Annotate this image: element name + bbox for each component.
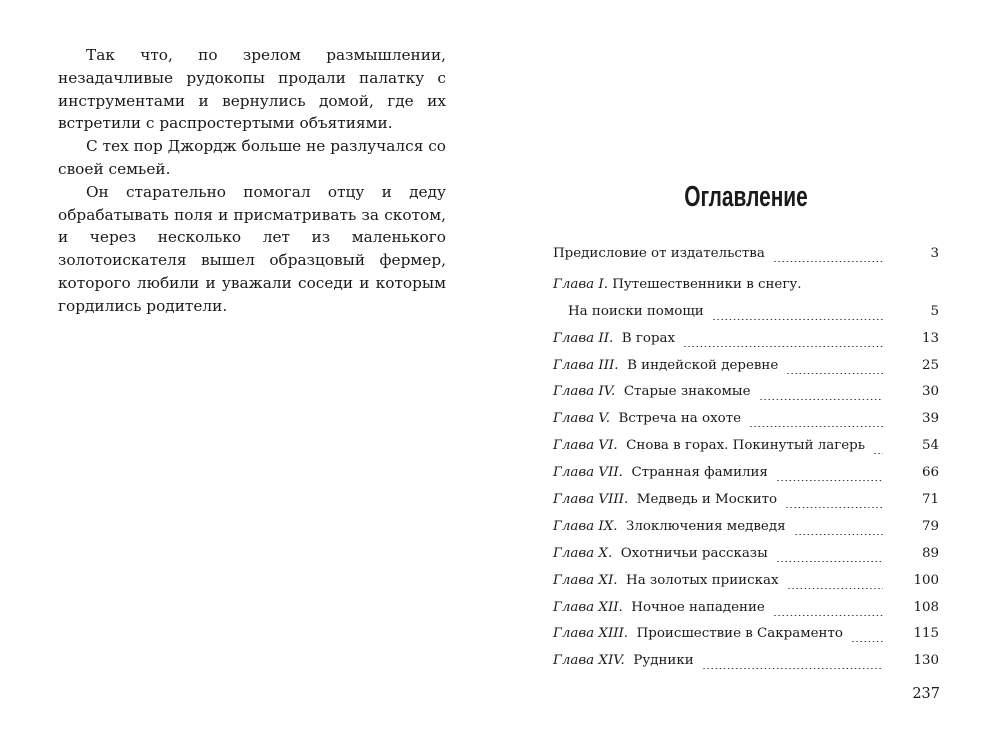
toc-entry-page: 39 [921, 411, 939, 427]
chapter-label: Глава I. [553, 276, 608, 292]
chapter-label: Глава V. [553, 411, 610, 427]
chapter-title: В горах [621, 330, 676, 346]
chapter-title: На золотых приисках [626, 572, 779, 588]
chapter-title: Старые знакомые [623, 384, 751, 400]
toc-entry-chapter [553, 509, 939, 536]
toc-entry-title [553, 357, 778, 375]
leader-dots [759, 390, 883, 400]
chapter-label: Глава IV. [553, 384, 616, 400]
leader-dots [787, 579, 884, 589]
leader-dots [785, 498, 883, 508]
chapter-title: В индейской деревне [627, 357, 779, 373]
toc-entry-preface [553, 236, 939, 263]
chapter-label: Глава XIII. [553, 626, 629, 642]
toc-entry-title [553, 572, 779, 590]
toc-entry-page: 89 [921, 545, 939, 561]
toc-entry-page: 66 [921, 465, 939, 481]
toc-entry-chapter [553, 428, 939, 455]
leader-dots [776, 552, 883, 562]
chapter-title: Рудники [633, 653, 694, 669]
toc-entry-title [553, 330, 675, 348]
chapter-label: Глава II. [553, 330, 614, 346]
toc-entry-chapter [553, 455, 939, 482]
leader-dots [851, 632, 883, 642]
left-page-text [58, 44, 446, 318]
toc-entry-title [553, 383, 751, 401]
paragraph: Так что, по зрелом размышлении, незадачливые рудокопы продали палатку с инструментами и вернулись домой, где их встретили с распростертыми объятиями. [58, 46, 446, 133]
toc-entry-page: 13 [921, 330, 939, 346]
chapter-title: Происшествие в Сакраменто [636, 626, 843, 642]
chapter-title: Ночное нападение [631, 599, 765, 615]
toc-entry-chapter [553, 321, 939, 348]
toc-entry-page: 130 [913, 653, 939, 669]
leader-dots [773, 252, 883, 262]
toc-entry-page: 5 [930, 303, 939, 319]
toc-entry-chapter [553, 643, 939, 670]
leader-dots [749, 417, 883, 427]
toc-entry-chapter [553, 482, 939, 509]
toc-entry-title [553, 545, 768, 563]
toc-entry-title: Предисловие от издательства [553, 245, 765, 261]
chapter-title: Путешественники в снегу. [612, 276, 802, 292]
chapter-title: Охотничьи рассказы [620, 545, 768, 561]
chapter-label: Глава X. [553, 545, 613, 561]
toc-entry-title [553, 410, 741, 428]
page-number: 237 [912, 686, 940, 702]
chapter-label: Глава VII. [553, 465, 623, 481]
chapter-title: Странная фамилия [631, 465, 768, 481]
toc-entry-chapter [553, 375, 939, 402]
toc-entry-page: 71 [921, 492, 939, 508]
chapter-title: Медведь и Москито [636, 492, 778, 508]
toc-entry-page: 115 [913, 626, 939, 642]
leader-dots [773, 606, 883, 616]
toc-entry-title [553, 599, 765, 617]
toc-entry-chapter [553, 590, 939, 617]
paragraph: С тех пор Джордж больше не разлучался со своей семьей. [58, 137, 446, 178]
toc-entry-page: 100 [913, 572, 939, 588]
toc-list [553, 236, 939, 670]
chapter-label: Глава VIII. [553, 492, 629, 508]
leader-dots [786, 364, 883, 374]
toc-entry-page: 108 [913, 599, 939, 615]
toc-entry-title [553, 491, 777, 509]
toc-entry-chapter [553, 563, 939, 590]
toc-entry-title [553, 652, 694, 670]
toc-entry-title [553, 276, 802, 294]
chapter-title: Снова в горах. Покинутый лагерь [626, 438, 866, 454]
leader-dots [776, 471, 883, 481]
chapter-label: Глава III. [553, 357, 619, 373]
leader-dots [683, 337, 883, 347]
chapter-title: Встреча на охоте [618, 411, 742, 427]
toc-entry-chapter [553, 617, 939, 644]
toc-entry-page: 79 [921, 518, 939, 534]
chapter-label: Глава VI. [553, 438, 618, 454]
leader-dots [873, 444, 883, 454]
table-of-contents [553, 178, 939, 670]
toc-title: Оглавление [684, 181, 808, 213]
toc-entry-chapter [553, 536, 939, 563]
toc-entry-chapter [553, 348, 939, 375]
toc-entry-title [553, 518, 786, 536]
chapter-label: Глава XII. [553, 599, 623, 615]
toc-entry-page: 25 [921, 357, 939, 373]
toc-entry-title [553, 464, 768, 482]
leader-dots [794, 525, 883, 535]
toc-entry-page: 3 [930, 245, 939, 261]
toc-entry-page: 54 [921, 438, 939, 454]
toc-entry-page: 30 [921, 384, 939, 400]
toc-entry-chapter [553, 272, 939, 321]
chapter-title-continued: На поиски помощи [568, 303, 704, 319]
chapter-label: Глава XI. [553, 572, 618, 588]
toc-entry-title [553, 437, 865, 455]
leader-dots [702, 659, 883, 669]
paragraph: Он старательно помогал отцу и деду обрабатывать поля и присматривать за скотом, и через несколько лет из маленького золотоискателя вышел образцовый фермер, которого любили и уважали соседи и которым гордились родители. [58, 182, 446, 315]
chapter-label: Глава XIV. [553, 653, 625, 669]
chapter-title: Злоключения медведя [626, 518, 786, 534]
leader-dots [712, 310, 883, 320]
toc-entry-title [553, 625, 843, 643]
toc-entry-chapter [553, 401, 939, 428]
chapter-label: Глава IX. [553, 518, 618, 534]
